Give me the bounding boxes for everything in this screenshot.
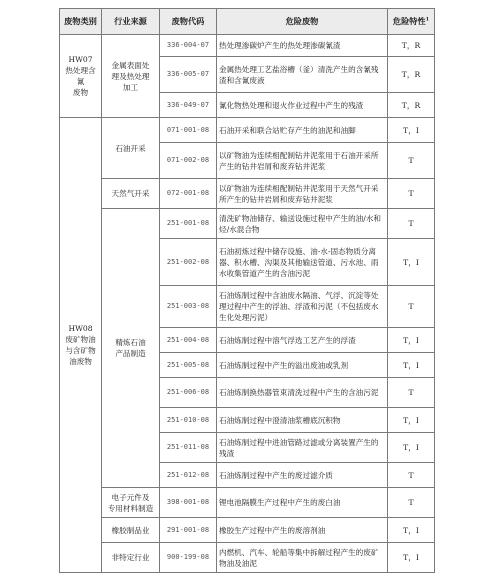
waste-desc: 石油炼制过程中含油废水隔油、气浮、沉淀等处理过程中产生的浮油、浮渣和污泥（不包括废水生化处理污泥） — [217, 286, 388, 328]
hazard-value: T，R — [388, 57, 435, 93]
hazard-value: T，I — [388, 543, 435, 573]
waste-desc: 锂电池隔膜生产过程中产生的废白油 — [217, 488, 388, 518]
hazard-value: T — [388, 463, 435, 488]
waste-desc: 石油初炼过程中储存设施、油-水-固态物质分离器、积水槽、沟渠及其他输送管道、污水池、雨水收集管道产生的含油污泥 — [217, 239, 388, 286]
industry-rubber: 橡胶制品业 — [102, 518, 160, 543]
waste-code: 251-001-08 — [160, 209, 217, 239]
hazard-value: T，I — [388, 518, 435, 543]
waste-desc: 内燃机、汽车、轮船等集中拆解过程产生的废矿物油及油泥 — [217, 543, 388, 573]
waste-code: 251-011-08 — [160, 433, 217, 463]
hazard-value: T，R — [388, 93, 435, 118]
waste-code: 251-002-08 — [160, 239, 217, 286]
waste-code: 900-199-08 — [160, 543, 217, 573]
table-row — [60, 518, 435, 543]
header-hazard-footnote: 1 — [425, 15, 430, 22]
header-category: 废物类别 — [60, 9, 102, 35]
industry-gas-extract: 天然气开采 — [102, 179, 160, 209]
waste-code: 071-001-08 — [160, 118, 217, 143]
waste-code: 251-005-08 — [160, 353, 217, 378]
industry-nonspecific: 非特定行业 — [102, 543, 160, 573]
waste-desc: 金属热处理工艺盐浴槽（釜）清洗产生的含氰残渣和含氰废液 — [217, 57, 388, 93]
waste-code: 336-005-07 — [160, 57, 217, 93]
waste-code: 336-004-07 — [160, 35, 217, 57]
waste-desc: 石油炼制过程中溶气浮选工艺产生的浮渣 — [217, 328, 388, 353]
industry-metal: 金属表面处 理及热处理 加工 — [102, 35, 160, 118]
waste-desc: 以矿物油为连续相配制钻井泥浆用于天然气开采所产生的钻井岩屑和废弃钻井泥浆 — [217, 179, 388, 209]
hazard-value: T，I — [388, 239, 435, 286]
header-waste: 危险废物 — [217, 9, 388, 35]
waste-code: 251-010-08 — [160, 408, 217, 433]
header-hazard-label: 危险特性 — [392, 15, 426, 26]
waste-code: 251-006-08 — [160, 378, 217, 408]
industry-electronic: 电子元件及 专用材料制造 — [102, 488, 160, 518]
hazard-value: T — [388, 488, 435, 518]
hazard-value: T，I — [388, 408, 435, 433]
waste-desc: 热处理渗碳炉产生的热处理渗碳氰渣 — [217, 35, 388, 57]
waste-code: 072-001-08 — [160, 179, 217, 209]
waste-desc: 以矿物油为连续相配制钻井泥浆用于石油开采所产生的钻井岩屑和废弃钻井泥浆 — [217, 143, 388, 179]
group-hw07: HW07 热处理含氰 废物 — [60, 35, 102, 118]
waste-desc: 石油炼制过程中产生的溢出废油或乳剂 — [217, 353, 388, 378]
industry-refining: 精炼石油 产品制造 — [102, 209, 160, 488]
waste-code: 291-001-08 — [160, 518, 217, 543]
hazard-value: T，I — [388, 433, 435, 463]
header-industry: 行业来源 — [102, 9, 160, 35]
header-row — [60, 9, 435, 35]
header-hazard — [388, 9, 435, 35]
header-code: 废物代码 — [160, 9, 217, 35]
table-row — [60, 35, 435, 57]
hazardous-waste-table — [59, 8, 435, 573]
waste-desc: 石油炼制过程中产生的废过滤介质 — [217, 463, 388, 488]
waste-desc: 石油炼制换热器管束清洗过程中产生的含油污泥 — [217, 378, 388, 408]
table-row — [60, 488, 435, 518]
waste-code: 251-012-08 — [160, 463, 217, 488]
hazard-value: T — [388, 143, 435, 179]
waste-desc: 石油开采和联合站贮存产生的油泥和油脚 — [217, 118, 388, 143]
waste-code: 336-049-07 — [160, 93, 217, 118]
group-hw08: HW08 废矿物油 与含矿物 油废物 — [60, 118, 102, 573]
waste-code: 251-004-08 — [160, 328, 217, 353]
waste-desc: 石油炼制过程中进油管路过滤或分离装置产生的残渣 — [217, 433, 388, 463]
waste-desc: 橡胶生产过程中产生的废溶剂油 — [217, 518, 388, 543]
table-row — [60, 543, 435, 573]
hazard-value: T — [388, 179, 435, 209]
hazard-value: T，R — [388, 35, 435, 57]
hazard-value: T — [388, 378, 435, 408]
waste-desc: 氰化物热处理和退火作业过程中产生的残渣 — [217, 93, 388, 118]
table-row — [60, 118, 435, 143]
hazard-value: T — [388, 286, 435, 328]
industry-oil-extract: 石油开采 — [102, 118, 160, 179]
hazard-value: T，I — [388, 353, 435, 378]
hazard-value: T — [388, 209, 435, 239]
waste-code: 398-001-08 — [160, 488, 217, 518]
waste-desc: 石油炼制过程中澄清油浆槽底沉积物 — [217, 408, 388, 433]
hazard-value: T，I — [388, 328, 435, 353]
waste-desc: 清洗矿物油储存、输送设施过程中产生的油/水和烃/水混合物 — [217, 209, 388, 239]
hazard-value: T，I — [388, 118, 435, 143]
table-row — [60, 179, 435, 209]
waste-code: 251-003-08 — [160, 286, 217, 328]
table-row — [60, 209, 435, 239]
waste-code: 071-002-08 — [160, 143, 217, 179]
